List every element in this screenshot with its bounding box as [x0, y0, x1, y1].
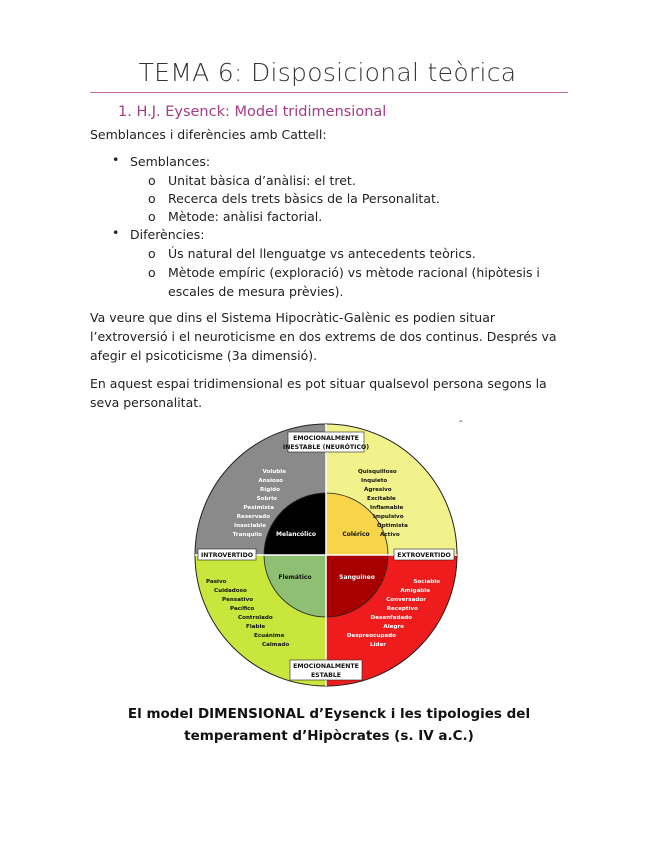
- trait-label: Inflamable: [370, 505, 404, 511]
- trait-label: Pensativo: [222, 597, 254, 603]
- trait-label: Cuidadoso: [214, 588, 247, 594]
- trait-label: Calmado: [262, 642, 290, 648]
- label-bottom-line2: ESTABLE: [310, 672, 342, 679]
- trait-label: Insociable: [234, 523, 266, 529]
- trait-label: Amigable: [400, 588, 430, 594]
- temperament-sanguineo: Sanguíneo: [339, 574, 375, 581]
- trait-label: Fiable: [246, 624, 266, 630]
- trait-label: Impulsivo: [373, 514, 404, 520]
- trait-label: Voluble: [262, 469, 286, 475]
- trait-label: Controlado: [238, 615, 273, 621]
- label-top-line1: EMOCIONALMENTE: [293, 435, 359, 442]
- trait-label: Agresivo: [364, 487, 392, 493]
- bullet-label-semblances: Semblances:: [130, 154, 211, 169]
- trait-label: Pesimista: [243, 505, 274, 511]
- paragraph: En aquest espai tridimensional es pot situar qualsevol persona segons la seva personalitat.: [90, 376, 547, 410]
- trait-label: Reservado: [236, 514, 270, 520]
- temperament-colerico: Colérico: [342, 531, 370, 538]
- paragraph: Va veure que dins el Sistema Hipocràtic-Galènic es podien situar l’extroversió i el neuroticisme en dos extrems de dos continus. Després va afegir el psicoticisme (3a dimensió).: [90, 310, 557, 363]
- page-title: TEMA 6: Disposicional teòrica: [138, 58, 517, 87]
- trait-label: Excitable: [367, 496, 396, 502]
- intro-text: Semblances i diferències amb Cattell:: [90, 127, 327, 142]
- trait-label: Sobrio: [256, 496, 277, 502]
- trait-label: Desenfadado: [370, 615, 412, 621]
- sub-item: Mètode empíric (exploració) vs mètode racional (hipòtesis i escales de mesura prèvies).: [168, 265, 540, 299]
- trait-label: Ansioso: [258, 478, 283, 484]
- sub-item: Recerca dels trets bàsics de la Personalitat.: [168, 191, 440, 206]
- trait-label: Pasivo: [206, 579, 227, 585]
- sub-bullet-marker: o: [148, 191, 156, 206]
- sub-item: Unitat bàsica d’anàlisi: el tret.: [168, 173, 356, 188]
- label-bottom-line1: EMOCIONALMENTE: [293, 663, 359, 670]
- sub-item: Ús natural del llenguatge vs antecedents teòrics.: [168, 246, 476, 261]
- label-left: INTROVERTIDO: [201, 552, 253, 559]
- trait-label: Tranquilo: [232, 532, 262, 538]
- trait-label: Rígido: [260, 487, 280, 493]
- trait-label: Pacífico: [230, 606, 255, 612]
- bullet-label-diferencies: Diferències:: [130, 227, 205, 242]
- temperament-flematico: Flemático: [278, 574, 312, 581]
- title-divider: [90, 92, 568, 93]
- sub-item: Mètode: anàlisi factorial.: [168, 209, 323, 224]
- trait-label: Alegre: [383, 624, 404, 630]
- trait-label: Activo: [380, 532, 400, 538]
- figure-caption: El model DIMENSIONAL d’Eysenck i les tipologies del temperament d’Hipòcrates (s. IV a.C.): [127, 706, 531, 744]
- trait-label: Inquieto: [361, 478, 388, 484]
- sub-bullet-marker: o: [148, 246, 156, 261]
- trait-label: Ecuánime: [254, 633, 285, 639]
- trait-label: Líder: [369, 642, 386, 648]
- sub-bullet-marker: o: [148, 173, 156, 188]
- trait-label: Receptivo: [386, 606, 418, 612]
- trait-label: Optimista: [377, 523, 408, 529]
- trait-label: Conversador: [386, 597, 426, 603]
- trait-label: Quisquilloso: [358, 469, 397, 475]
- section-heading: 1. H.J. Eysenck: Model tridimensional: [118, 104, 387, 120]
- bullet-marker: •: [112, 225, 120, 240]
- sub-bullet-marker: o: [148, 209, 156, 224]
- temperament-melancolico: Melancólico: [276, 531, 316, 538]
- sub-bullet-marker: o: [148, 265, 156, 280]
- bullet-marker: •: [112, 152, 120, 167]
- label-top-line2: INESTABLE (NEURÓTICO): [282, 444, 370, 451]
- stray-mark: -: [459, 416, 463, 427]
- eysenck-diagram: [190, 420, 462, 690]
- trait-label: Sociable: [413, 579, 440, 585]
- trait-label: Despreocupado: [346, 633, 396, 639]
- label-right: EXTROVERTIDO: [397, 552, 451, 559]
